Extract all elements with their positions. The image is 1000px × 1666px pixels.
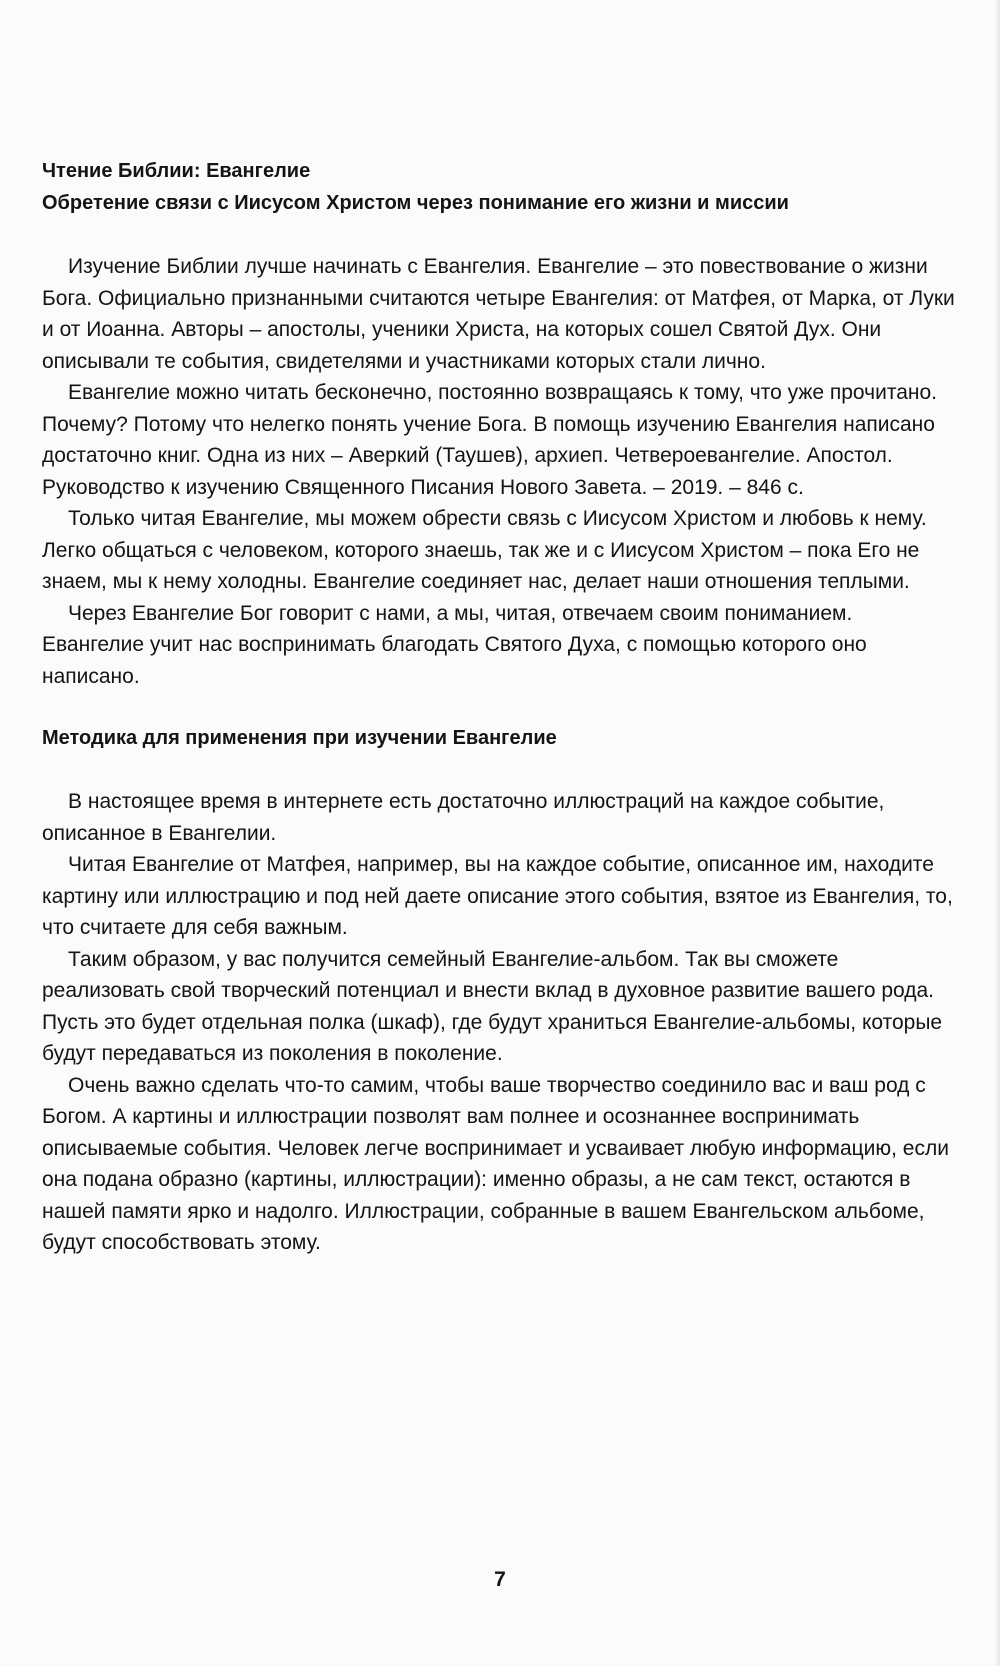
spacer [42,754,957,786]
paragraph: Читая Евангелие от Матфея, например, вы на каждое событие, описанное им, находите картину или иллюстрацию и под ней даете описание этого события, взятое из Евангелия, то, что считаете для себя важным. [42,853,953,939]
paragraph: Евангелие можно читать бесконечно, постоянно возвращаясь к тому, что уже прочитано. Почему? Потому что нелегко понять учение Бога. В помощь изучению Евангелия написано достаточно книг. Одна из них – Аверкий (Таушев), архиеп. Четвероевангелие. Апостол. Руководство к изучению Священного Писания Нового Завета. – 2019. – 846 с. [42,381,937,499]
page-number: 7 [494,1568,506,1591]
paragraph: Таким образом, у вас получится семейный Евангелие-альбом. Так вы сможете реализовать свой творческий потенциал и внести вклад в духовное развитие вашего рода. Пусть это будет отдельная полка (шкаф), где будут храниться Евангелие-альбомы, которые будут передаваться из поколения в поколение. [42,947,943,1065]
spacer [42,692,957,722]
page-content [42,155,957,1259]
paragraph: Только читая Евангелие, мы можем обрести связь с Иисусом Христом и любовь к нему. Легко общаться с человеком, которого знаешь, так же и с Иисусом Христом – пока Его не знаем, мы к нему холодны. Евангелие соединяет нас, делает наши отношения теплыми. [42,507,927,593]
paragraph: Очень важно сделать что-то самим, чтобы ваше творчество соединило вас и ваш род с Богом. А картины и иллюстрации позволят вам полнее и осознаннее воспринимать описываемые события. Человек легче воспринимает и усваивает любую информацию, если она подана образно (картины, иллюстрации): именно образы, а не сам текст, остаются в нашей памяти ярко и надолго. Иллюстрации, собранные в вашем Евангельском альбоме, будут способствовать этому. [42,1073,949,1254]
section-subtitle: Обретение связи с Иисусом Христом через понимание его жизни и миссии [42,192,789,214]
paragraph: Изучение Библии лучше начинать с Евангелия. Евангелие – это повествование о жизни Бога. Официально признанными считаются четыре Евангелия: от Матфея, от Марка, от Луки и от Иоанна. Авторы – апостолы, ученики Христа, на которых сошел Святой Дух. Они описывали те события, свидетелями и участниками которых стали лично. [42,255,955,373]
method-section-title: Методика для применения при изучении Евангелие [42,727,557,749]
spacer [42,219,957,251]
paragraph: В настоящее время в интернете есть достаточно иллюстраций на каждое событие, описанное в Евангелии. [42,790,885,845]
paragraph: Через Евангелие Бог говорит с нами, а мы, читая, отвечаем своим пониманием. Евангелие учит нас воспринимать благодать Святого Духа, с помощью которого оно написано. [42,601,867,688]
section-title: Чтение Библии: Евангелие [42,160,311,182]
